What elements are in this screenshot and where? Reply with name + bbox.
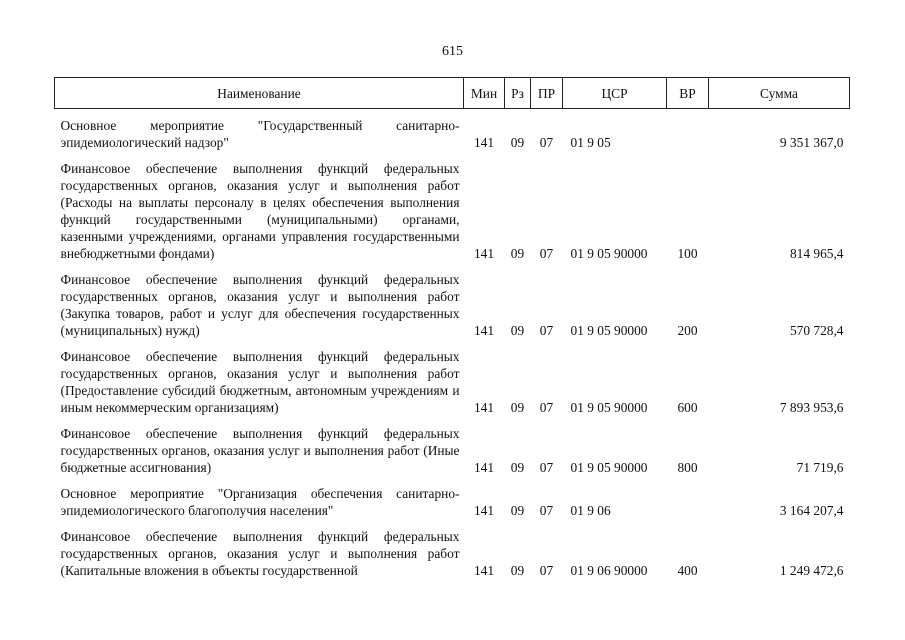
- row-min: 141: [473, 563, 495, 578]
- row-min: 141: [473, 246, 495, 261]
- row-name: Финансовое обеспечение выполнения функций федеральных государственных органов, оказания услуг и выполнения работ (Закупка товаров, работ и услуг для обеспечения государственных (муниципальных) нужд): [60, 272, 460, 338]
- row-csr: 01 9 06 90000: [570, 563, 648, 578]
- row-vr: 200: [677, 323, 698, 338]
- row-name: Финансовое обеспечение выполнения функций федеральных государственных органов, оказания услуг и выполнения работ (Капитальные вложения в объекты государственной: [60, 529, 460, 578]
- row-sum: 1 249 472,6: [779, 563, 844, 578]
- row-rz: 09: [510, 135, 525, 150]
- row-sum: 570 728,4: [789, 323, 844, 338]
- header-name: Наименование: [55, 78, 464, 109]
- row-name: Основное мероприятие "Государственный санитарно-эпидемиологический надзор": [60, 118, 460, 150]
- header-rz: Рз: [505, 78, 531, 109]
- table-row: [55, 485, 850, 528]
- header-pr: ПР: [531, 78, 563, 109]
- table-row: [55, 271, 850, 348]
- row-rz: 09: [510, 323, 525, 338]
- row-rz: 09: [510, 503, 525, 518]
- row-vr: [667, 485, 709, 528]
- header-vr: ВР: [667, 78, 709, 109]
- row-sum: 814 965,4: [789, 246, 844, 261]
- row-csr: 01 9 05 90000: [570, 246, 648, 261]
- row-pr: 07: [539, 323, 554, 338]
- row-min: 141: [473, 323, 495, 338]
- row-min: 141: [473, 135, 495, 150]
- row-name: Финансовое обеспечение выполнения функций федеральных государственных органов, оказания услуг и выполнения работ (Предоставление субсидий бюджетным, автономным учреждениям и иным некоммерческим организациям): [60, 349, 460, 415]
- budget-table: [54, 77, 850, 588]
- table-row: [55, 348, 850, 425]
- row-min: 141: [473, 460, 495, 475]
- row-pr: 07: [539, 246, 554, 261]
- row-csr: 01 9 05 90000: [570, 460, 648, 475]
- row-sum: 9 351 367,0: [779, 135, 844, 150]
- row-name: Финансовое обеспечение выполнения функций федеральных государственных органов, оказания услуг и выполнения работ (Иные бюджетные ассигнования): [60, 426, 460, 475]
- row-csr: 01 9 05: [570, 135, 611, 150]
- row-pr: 07: [539, 400, 554, 415]
- row-name: Финансовое обеспечение выполнения функций федеральных государственных органов, оказания услуг и выполнения работ (Расходы на выплаты персоналу в целях обеспечения выполнения функций государственными (муниципальными) органами, казенными учреждениями, органами управления государственными внебюджетными фондами): [60, 161, 460, 261]
- row-rz: 09: [510, 460, 525, 475]
- row-pr: 07: [539, 563, 554, 578]
- table-row: [55, 425, 850, 485]
- row-csr: 01 9 06: [570, 503, 611, 518]
- row-rz: 09: [510, 246, 525, 261]
- row-csr: 01 9 05 90000: [570, 400, 648, 415]
- table-row: [55, 528, 850, 588]
- row-sum: 71 719,6: [796, 460, 844, 475]
- row-csr: 01 9 05 90000: [570, 323, 648, 338]
- table-row: [55, 109, 850, 161]
- row-vr: [667, 109, 709, 161]
- row-vr: 600: [677, 400, 698, 415]
- row-rz: 09: [510, 400, 525, 415]
- row-name: Основное мероприятие "Организация обеспечения санитарно-эпидемиологического благополучия населения": [60, 486, 460, 518]
- row-pr: 07: [539, 135, 554, 150]
- row-pr: 07: [539, 460, 554, 475]
- row-sum: 3 164 207,4: [779, 503, 844, 518]
- row-min: 141: [473, 503, 495, 518]
- page-number: 615: [442, 44, 463, 59]
- row-sum: 7 893 953,6: [779, 400, 844, 415]
- header-min: Мин: [464, 78, 505, 109]
- table-row: [55, 160, 850, 271]
- table-header-row: [55, 78, 850, 109]
- header-sum: Сумма: [709, 78, 850, 109]
- row-min: 141: [473, 400, 495, 415]
- row-vr: 100: [677, 246, 698, 261]
- header-csr: ЦСР: [563, 78, 667, 109]
- row-pr: 07: [539, 503, 554, 518]
- row-rz: 09: [510, 563, 525, 578]
- row-vr: 800: [677, 460, 698, 475]
- row-vr: 400: [677, 563, 698, 578]
